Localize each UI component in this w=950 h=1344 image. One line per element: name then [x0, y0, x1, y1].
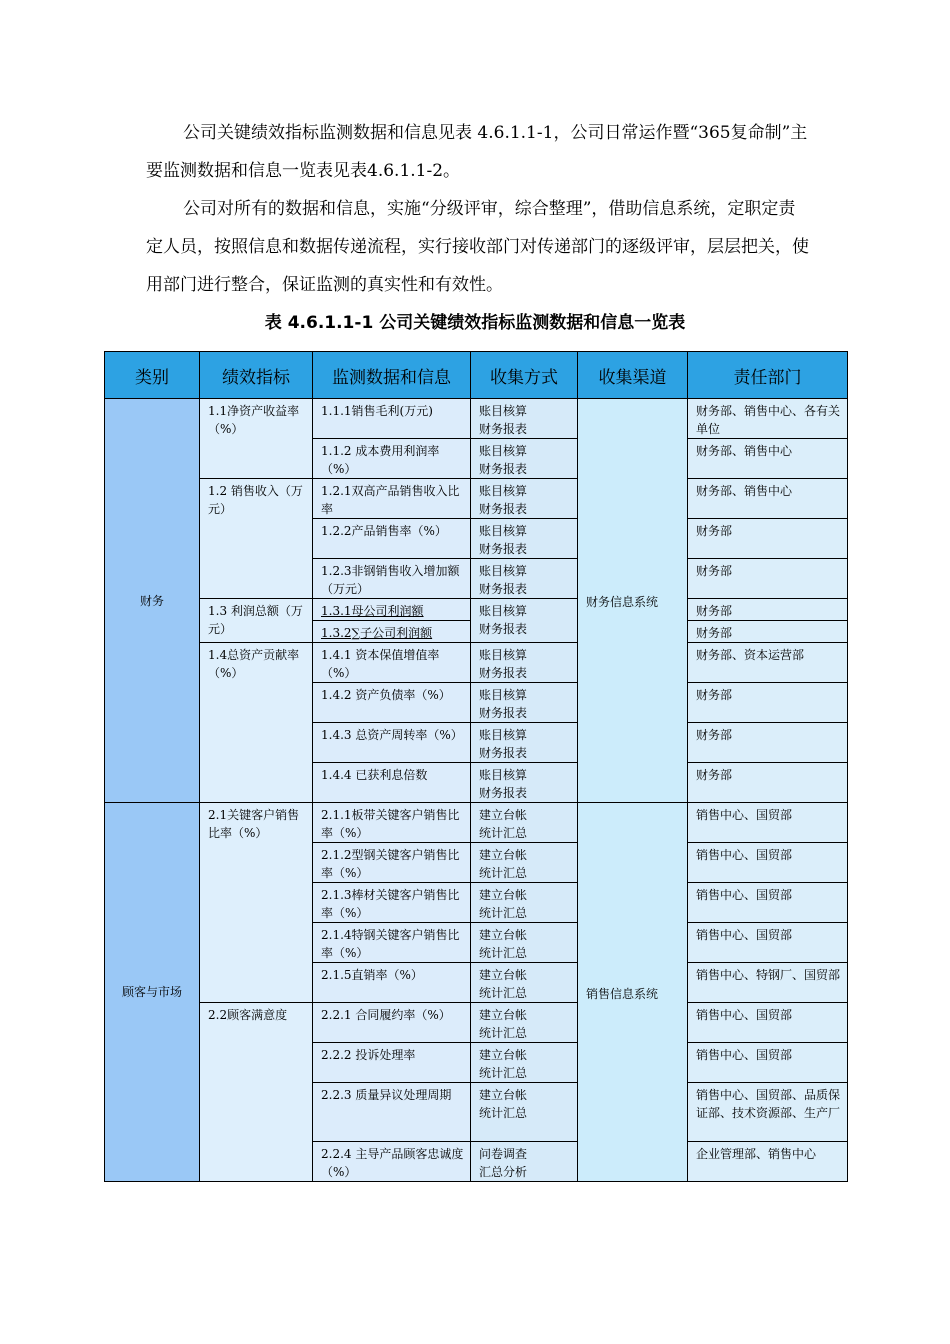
- method-cell: 账目核算 财务报表: [471, 643, 578, 683]
- item-cell: 2.1.2型钢关键客户销售比率（%）: [313, 843, 471, 883]
- kpi-table: [104, 351, 848, 1182]
- method-cell: 建立台帐 统计汇总: [471, 843, 578, 883]
- item-cell: 1.3.2∑子公司利润额: [313, 621, 471, 643]
- intro-paragraph-2: 公司对所有的数据和信息，实施“分级评审，综合整理”，借助信息系统，定职定责定人员，按照信息和数据传递流程，实行接收部门对传递部门的逐级评审，层层把关，使用部门进行整合，保证监测的真实性和有效性。: [146, 199, 809, 295]
- table-row: [105, 599, 848, 621]
- header-responsible-dept: 责任部门: [688, 352, 848, 399]
- item-cell: 2.1.5直销率（%）: [313, 963, 471, 1003]
- indicator-cell: 2.1关键客户销售比率（%）: [200, 803, 313, 1003]
- item-cell: 1.4.1 资本保值增值率（%）: [313, 643, 471, 683]
- method-cell: 账目核算 财务报表: [471, 683, 578, 723]
- method-cell: 建立台帐 统计汇总: [471, 923, 578, 963]
- indicator-cell: 1.2 销售收入（万元）: [200, 479, 313, 599]
- method-cell: 建立台帐 统计汇总: [471, 1043, 578, 1083]
- item-cell: 2.2.3 质量异议处理周期: [313, 1083, 471, 1142]
- dept-cell: 销售中心、国贸部: [688, 803, 848, 843]
- method-cell: 账目核算 财务报表: [471, 479, 578, 519]
- dept-cell: 销售中心、国贸部: [688, 1003, 848, 1043]
- table-row: [105, 803, 848, 843]
- item-cell: 2.2.2 投诉处理率: [313, 1043, 471, 1083]
- indicator-cell: 2.2顾客满意度: [200, 1003, 313, 1182]
- dept-cell: 销售中心、国贸部: [688, 1043, 848, 1083]
- dept-cell: 财务部: [688, 763, 848, 803]
- header-indicator: 绩效指标: [200, 352, 313, 399]
- method-cell: 账目核算 财务报表: [471, 439, 578, 479]
- method-cell: 账目核算 财务报表: [471, 399, 578, 439]
- method-cell: 账目核算 财务报表: [471, 723, 578, 763]
- table-row: [105, 479, 848, 519]
- dept-cell: 财务部、销售中心: [688, 439, 848, 479]
- item-cell: 1.2.1双高产品销售收入比率: [313, 479, 471, 519]
- dept-cell: 财务部、销售中心: [688, 479, 848, 519]
- item-cell: 1.2.3非钢销售收入增加额（万元）: [313, 559, 471, 599]
- category-cell: 财务: [105, 399, 200, 803]
- item-cell: 2.2.4 主导产品顾客忠诚度（%）: [313, 1142, 471, 1182]
- item-cell: 2.1.3棒材关键客户销售比率（%）: [313, 883, 471, 923]
- item-cell: 1.2.2产品销售率（%）: [313, 519, 471, 559]
- table-row: [105, 399, 848, 439]
- dept-cell: 销售中心、特钢厂、国贸部: [688, 963, 848, 1003]
- method-cell: 问卷调查 汇总分析: [471, 1142, 578, 1182]
- dept-cell: 财务部、销售中心、各有关单位: [688, 399, 848, 439]
- table-title: 表 4.6.1.1-1 公司关键绩效指标监测数据和信息一览表: [264, 313, 686, 333]
- dept-cell: 财务部: [688, 599, 848, 621]
- item-cell: 1.4.2 资产负债率（%）: [313, 683, 471, 723]
- category-cell: 顾客与市场: [105, 803, 200, 1182]
- dept-cell: 销售中心、国贸部、品质保证部、技术资源部、生产厂: [688, 1083, 848, 1142]
- item-cell: 2.2.1 合同履约率（%）: [313, 1003, 471, 1043]
- method-cell: 账目核算 财务报表: [471, 519, 578, 559]
- method-cell: 建立台帐 统计汇总: [471, 803, 578, 843]
- indicator-cell: 1.1净资产收益率（%）: [200, 399, 313, 479]
- header-collection-channel: 收集渠道: [578, 352, 688, 399]
- item-cell: 2.1.1板带关键客户销售比率（%）: [313, 803, 471, 843]
- header-monitoring-data: 监测数据和信息: [313, 352, 471, 399]
- method-cell: 账目核算 财务报表: [471, 599, 578, 643]
- indicator-cell: 1.3 利润总额（万元）: [200, 599, 313, 643]
- indicator-cell: 1.4总资产贡献率（%）: [200, 643, 313, 803]
- dept-cell: 销售中心、国贸部: [688, 923, 848, 963]
- table-header-row: [105, 352, 848, 399]
- method-cell: 建立台帐 统计汇总: [471, 883, 578, 923]
- dept-cell: 财务部: [688, 723, 848, 763]
- table-row: [105, 1003, 848, 1043]
- item-cell: 1.1.2 成本费用利润率（%）: [313, 439, 471, 479]
- dept-cell: 企业管理部、销售中心: [688, 1142, 848, 1182]
- table-row: [105, 643, 848, 683]
- method-cell: 建立台帐 统计汇总: [471, 1083, 578, 1142]
- item-cell: 1.4.4 已获利息倍数: [313, 763, 471, 803]
- header-collection-method: 收集方式: [471, 352, 578, 399]
- method-cell: 建立台帐 统计汇总: [471, 1003, 578, 1043]
- method-cell: 账目核算 财务报表: [471, 763, 578, 803]
- channel-cell: 财务信息系统: [578, 399, 688, 803]
- dept-cell: 财务部: [688, 683, 848, 723]
- item-cell: 1.4.3 总资产周转率（%）: [313, 723, 471, 763]
- header-category: 类别: [105, 352, 200, 399]
- dept-cell: 财务部: [688, 621, 848, 643]
- method-cell: 账目核算 财务报表: [471, 559, 578, 599]
- item-cell: 1.1.1销售毛利(万元): [313, 399, 471, 439]
- item-cell: 2.1.4特钢关键客户销售比率（%）: [313, 923, 471, 963]
- dept-cell: 财务部、资本运营部: [688, 643, 848, 683]
- dept-cell: 财务部: [688, 559, 848, 599]
- method-cell: 建立台帐 统计汇总: [471, 963, 578, 1003]
- item-cell: 1.3.1母公司利润额: [313, 599, 471, 621]
- dept-cell: 销售中心、国贸部: [688, 883, 848, 923]
- intro-paragraph-1: 公司关键绩效指标监测数据和信息见表 4.6.1.1-1，公司日常运作暨“365复命制”主要监测数据和信息一览表见表4.6.1.1-2。: [146, 123, 808, 181]
- channel-cell: 销售信息系统: [578, 803, 688, 1182]
- dept-cell: 财务部: [688, 519, 848, 559]
- dept-cell: 销售中心、国贸部: [688, 843, 848, 883]
